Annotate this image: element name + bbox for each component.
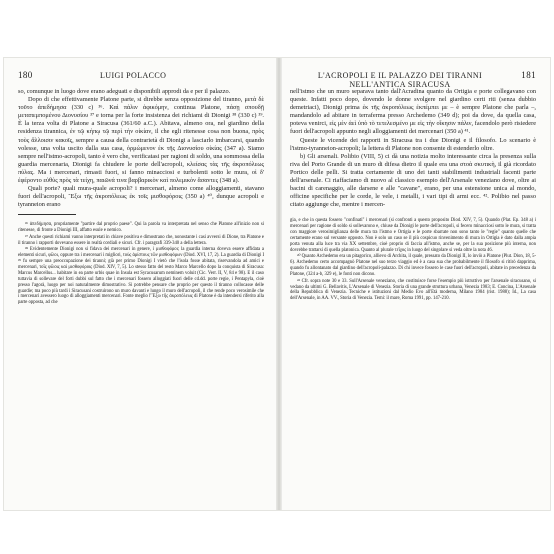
left-running-head [18, 70, 264, 82]
footnote: ⁴⁰ Quanto Archedemo era un pitagorico, allievo di Archita, il quale, pressato da Dionigi II, lo inviò a Platone (Plut. Dion, 18, 5-6). Archedemo certo accompagnò Platone nel suo terzo viaggio ed è a casa sua che probabilmente il filosofo si ritirò dapprima, quando fu allontanato dal giardino dell'acropoli-palazzo. Di chi invece fossero le case fuori dell'acropoli, abitate in precedenza da Platone, (324 a-b, 329 e), le fonti non dicono. [290, 254, 537, 278]
left-running-title: LUIGI POLACCO [100, 71, 167, 80]
paragraph: Dopo di che effettivamente Platone parte, si direbbe senza opposizione del tiranno, μετὰ δὲ τοῦτο ἀπεδήμησα (330 c) ³⁶. Καὶ πάλιν ἀφικόμην, continua Platone, πάσῃ σπουδῇ μεταπεμπομένου Διονυσίου ³⁷ e torna per la forte insistenza dei richiami di Dionigi ³⁸ (330 c) ³⁹. È la terza volta di Platone a Siracusa (361/60 a.C.). Abitava, almeno ora, nel giardino della residenza tirannica, ἐν τῷ κήπῳ τῷ περὶ τὴν οἰκίαν, il che egli ritenesse cosa non buona, πρὸς τοὺς ἄλλοισιν κακοῖς, sempre a causa della contrarietà di Dionigi a lasciarlo imbarcarsi, quando volesse, una volta uscito dalla sua casa, ὁρμώμενον ἐκ τῆς Διονυσίου οἰκίας (347 a). Siamo sempre nell'istmo-acropoli, tanto è vero che, verificatasi per ragioni di soldo, una sommossa della guardia mercenaria, Dionigi fa chiudere le porte dell'acropoli, κλείσας τὰς τῆς ἀκροπόλεως πύλας. Ma i mercenari, rimasti fuori, si fanno minacciosi e turbolenti sotto le mura, οἱ δ' ἐφέροντο εὐθὺς πρὸς τὰ τείχη, παιῶνά τινα βαρβαρικὸν καὶ πολεμικὸν ἄσαντες (348 a). [18, 96, 264, 185]
left-page-number: 180 [18, 70, 33, 80]
footnote: ⁴¹ Cfr. sopra note 30 e 33. Sull'Arsenale veneziano, che costituisce forse l'esempio più istruttivo per l'arsenale siracusano, si vedano da ultimi G. Bellavitis, L'Arsenale di Venezia. Storia di una grande struttura urbana, Venezia 1983; E. Concina, L'Arsenale della Repubblica di Venezia. Tecniche e istituzioni dal Medio Evo all'Età moderna, Milano 1984 (rist. 1988); Id., La casa dell'Arsenale, in AA. VV., Storia di Venezia. Temi: il mare, Roma 1991, pp. 147-210. [290, 278, 536, 302]
footnote: ³⁶ ἀπεδήμησα, propriamente "partire dal proprio paese". Qui la parola va interpretata nel senso che Platone all'inizio non si ritenesse, di fronte a Dionigi III, affatto esule e nemico. [18, 222, 264, 234]
left-footnotes [18, 222, 264, 306]
footnote: ³⁷ Anche questi richiami vanno interpretati in chiave positiva e dimostrano che, nonostante i casi avversi di Dione, tra Platone e il tiranno i rapporti dovevano essere in realtà cordiali e sicuri. Cfr. i paragrafi 339-340 a della lettera. [18, 234, 264, 246]
footnote: ³⁸ Evidentemente Dionigi non si fidava dei mercenari in genere, i μισθοφόροι; la guardia interna doveva essere affidata a elementi sicuri, φίλοι, oppure tra i mercenari i migliori, τοὺς ἀρίστους τῶν μισθοφόρων (Diod. XVI, 17, 2). La guardia di Dionigi I ³⁹ fu sempre una preoccupazione dei tiranni; già per primo Dionigi I vietò che l'isola fosse abitata, riservandola ad amici e mercenari, τοῖς φίλοις καὶ μισθοφόροις (Diod. XIV, 7, 5). Lo stesso fatto del resto Marco Marcello dopo la conquista di Siracusa: Marcus Marcellus... habitare in ea parte urbis quae in Insula est Syracusarum neminem voluit (Cic. Verr. II, V, 84 e 98). E il caso tuttavia di sollevare del forti dubbi sul fatto che i mercenari fossero alloggiati fuori delle cd.dd. porte regie, i Pentapyla, cioè presso l'agorà, luogo per noi naturalmente dimostrativo. Si potrebbe pensare che proprio per questo il tiranno collocasse delle guardie; ma poco più tardi i Siracusani costruirono un muro davanti e lungo il muro dell'acropoli, il che rende poco verosimile che i mercenari avessero luogo di alloggiamenti mercenari. Fonte meglio l'Ἔξω τῆς ἀκροπόλεως di Platone è da intendersi riferito alla parte opposta, ad che [18, 247, 264, 306]
left-body-text [18, 88, 264, 209]
right-running-head [290, 70, 536, 89]
paragraph: Quali porte? quali mura-quale acropoli? i mercenari, almeno come alloggiamenti, stavano fuori dell'acropoli, Ἔξω τῆς ἀκροπόλεως ἐκ τοῖς μισθοφόροις (350 a) ⁴⁰, dunque acropoli e tyranneion erano [18, 185, 264, 209]
footnote: gia, e che in questa fossero "confinati" i mercenari (si confronti a questo proposito Diod. XIV, 7, 5). Quando (Plat. Ep. 348 a) i mercenari per ragione di soldo si sollevarono e, chiuse da Dionigi le porte dell'acropoli, si fecero minacciosi sotto le mura, si tratta con maggiore verosimiglianza delle mura tra l'istmo e Ortigia e le porte sbarrate non sono tanto le "regie" quanto quelle che certamente erano sul versante opposto. Non è solo un caso se il più cospicuo rinvenimento di mura in Ortigia è dato dalla ampia porta venuta alla luce tra via XX settembre, cioè proprio di faccia all'istmo, anche se, per la sua posizione più interna, non dovrebbe trattarsi di quella platonica. Quanto al plurale τεῖχος in luogo del singolare si veda oltre la nota 46. [290, 218, 536, 253]
paragraph: Queste le vicende dei rapporti in Siracusa tra i due Dionigi e il filosofo. Lo scenario è l'istmo-tyranneion-acropoli; la lettera di Platone non consente di estenderlo oltre. [290, 136, 536, 152]
right-footnotes [290, 218, 536, 302]
right-body-text [290, 88, 536, 209]
book-spread [4, 58, 550, 510]
book-gutter [276, 58, 282, 510]
right-running-title: L'ACROPOLI E IL PALAZZO DEI TIRANNI NELL'ANTICA SIRACUSA [317, 71, 483, 89]
left-page [18, 70, 264, 307]
paragraph: so, comunque in luogo dove erano adeguati e disponibili approdi da e per il palazzo. [18, 88, 231, 95]
right-page [290, 70, 536, 303]
paragraph: nell'istmo che un muro separava tanto dall'Acradina quanto da Ortigia e porte collegavano con queste. Infatti poco dopo, dovendo le donne svolgere nel giardino certi riti (senza dubbio demetriaci), Dionigi prima ἐκ τῆς ἀκροπόλεως ἐκπέμπει με – è sempre Platone che parla –, mandandolo ad abitare in terraferma presso Archedemo (349 d); poi da dove, da quella casa, poteva venirci, εἰς μὲν ἀεὶ ὑπὸ τὸ τετελεσμένο με εἰς τὴν οἴκησιν πάλιν, facendolo però risiedere fuori dell'acropoli appunto negli alloggiamenti dei mercenari (350 a) ⁴¹. [290, 88, 536, 136]
footnote-rule [18, 214, 76, 215]
paragraph: b) Gli arsenali. Polibio (VIII, 5) ci dà una notizia molto interessante circa la presenza sulla riva del Porto Grande di un muro di difesa dietro il quale era una στοὰ σκυτικὴ, il già ricordato Portico delle pelli. Si tratta certamente di uno dei tanti stabilimenti industriali facenti parte dell'arsenale. Ci riaffaciamo di nuovo al classico esempio dell'Arsenale veneziano dove, oltre ai bacini di carenaggio, alle darsene e alle "cavane", erano, per una estensione unica al mondo, officine specifiche per le corde, le vele, i metalli, i vari tipi di armi ecc. ⁴². Polibio nel passo citato aggiunge che, mentre i mercen- [290, 152, 536, 209]
right-page-number: 181 [521, 70, 536, 80]
